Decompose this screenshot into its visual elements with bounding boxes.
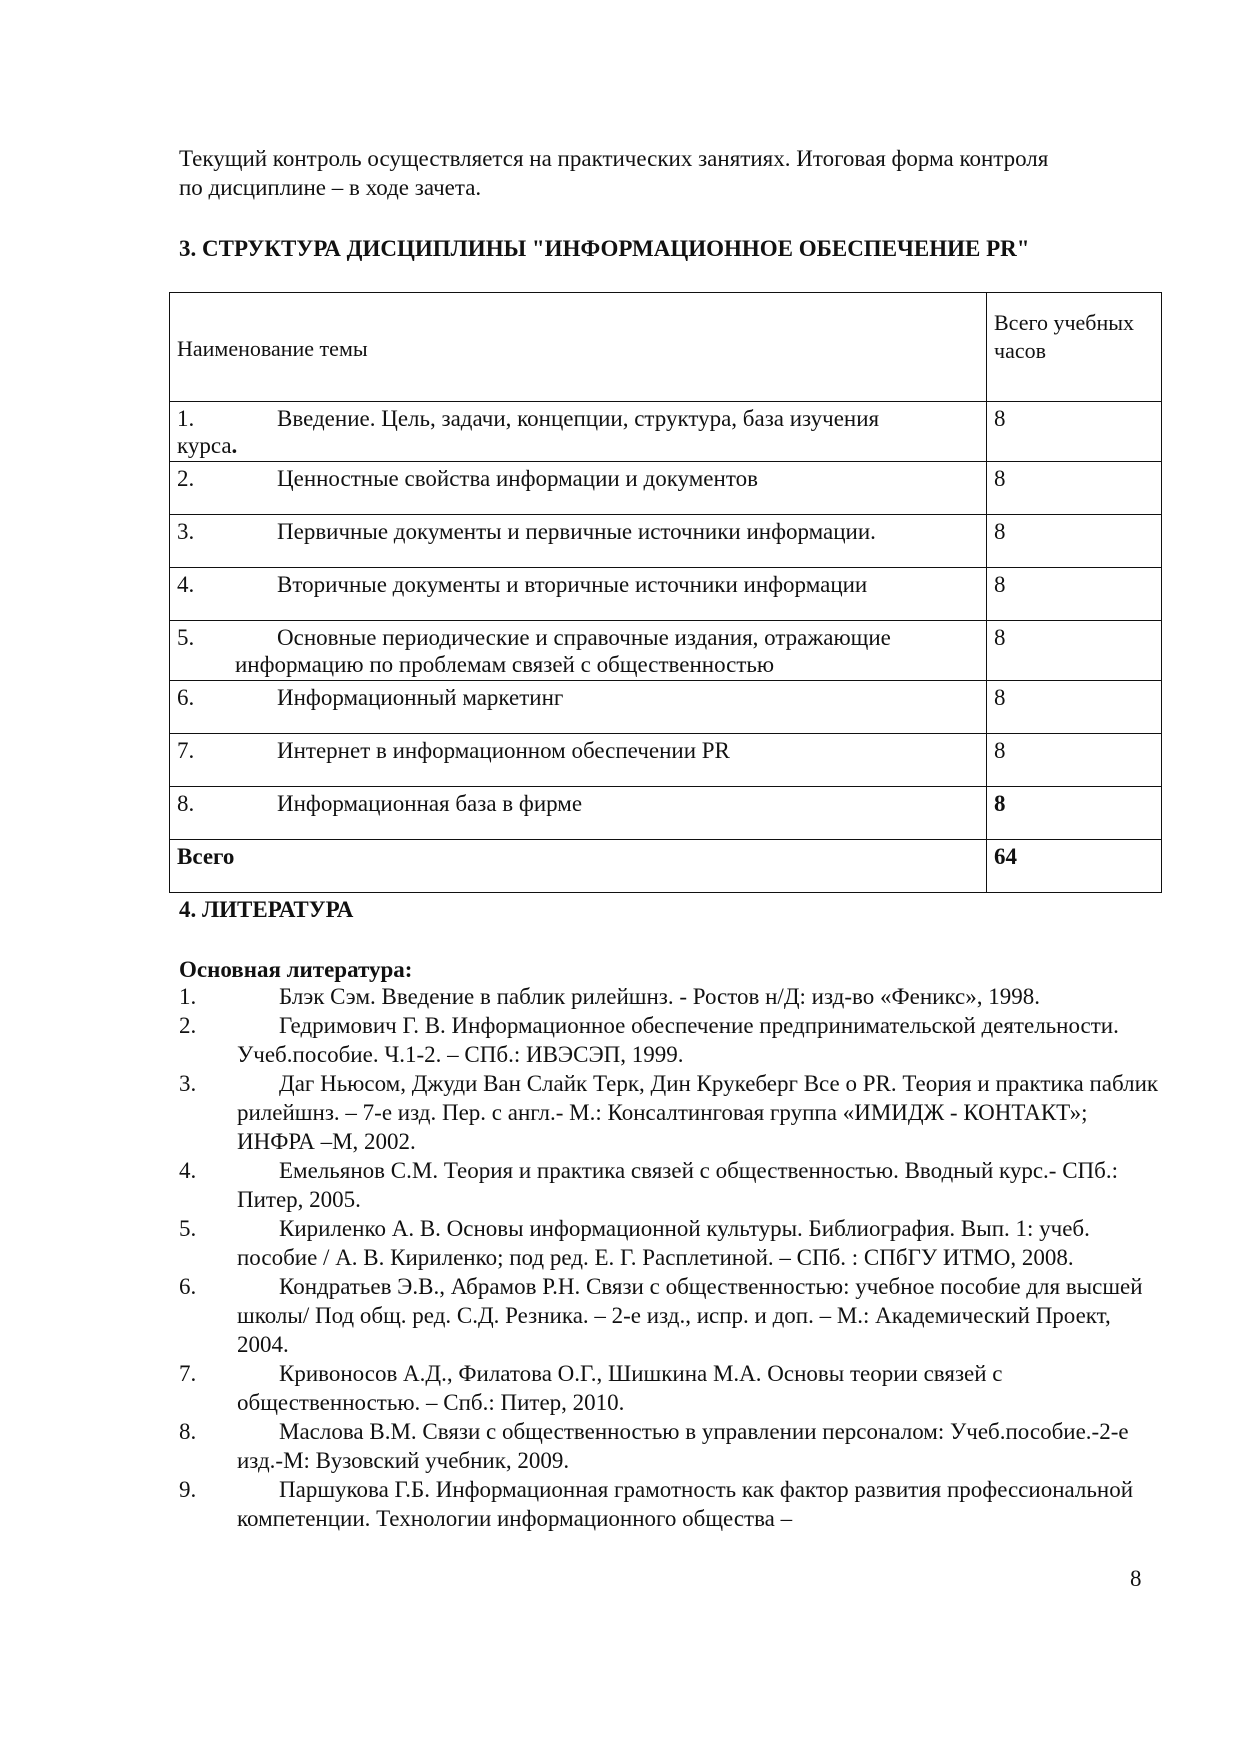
- literature-subtitle: Основная литература:: [179, 957, 413, 982]
- row-hours: 8: [987, 515, 1162, 568]
- row-hours: 8: [987, 462, 1162, 515]
- reference-number: 2.: [179, 1013, 197, 1038]
- row-topic: Ценностные свойства информации и документов: [277, 466, 758, 491]
- reference-number: 9.: [179, 1477, 197, 1502]
- row-topic: Основные периодические и справочные издания, отражающие: [277, 625, 891, 650]
- reference-text: Маслова В.М. Связи с общественностью в управлении персоналом: Учеб.пособие.-2-е изд.-М: Вузовский учебник, 2009.: [237, 1419, 1129, 1473]
- reference-item: [179, 1011, 1159, 1069]
- intro-paragraph: [179, 144, 1139, 202]
- reference-text: Паршукова Г.Б. Информационная грамотность как фактор развития профессиональной компетенции. Технологии информационного общества –: [237, 1477, 1133, 1531]
- reference-number: 8.: [179, 1419, 197, 1444]
- table-total-row: [170, 840, 1162, 893]
- total-label: Всего: [170, 840, 987, 893]
- table-header-row: [170, 293, 1162, 402]
- reference-item: [179, 982, 1159, 1011]
- row-number: 7.: [177, 738, 195, 763]
- header-topic: Наименование темы: [170, 293, 987, 402]
- discipline-structure-table: [169, 292, 1162, 893]
- row-number: 6.: [177, 685, 195, 710]
- row-number: 2.: [177, 466, 195, 491]
- reference-item: [179, 1359, 1159, 1417]
- reference-text: Блэк Сэм. Введение в паблик рилейшнз. - Ростов н/Д: изд-во «Феникс», 1998.: [279, 984, 1040, 1009]
- row-topic: Вторичные документы и вторичные источники информации: [277, 572, 868, 597]
- reference-text: Кириленко А. В. Основы информационной культуры. Библиография. Вып. 1: учеб. пособие / А. В. Кириленко; под ред. Е. Г. Расплетиной. – СПб. : СПбГУ ИТМО, 2008.: [237, 1216, 1090, 1270]
- section-4-title: 4. ЛИТЕРАТУРА: [179, 897, 354, 922]
- reference-item: [179, 1214, 1159, 1272]
- reference-item: [179, 1272, 1159, 1359]
- table-row: [170, 515, 1162, 568]
- reference-text: Гедримович Г. В. Информационное обеспечение предпринимательской деятельности. Учеб.пособие. Ч.1-2. – СПб.: ИВЭСЭП, 1999.: [237, 1013, 1119, 1067]
- row-number: 5.: [177, 625, 195, 650]
- reference-item: [179, 1069, 1159, 1156]
- reference-number: 5.: [179, 1216, 197, 1241]
- intro-line-1: Текущий контроль осуществляется на практических занятиях. Итоговая форма контроля: [179, 146, 1049, 171]
- page-number: 8: [1130, 1566, 1142, 1591]
- row-topic-continued: информацию по проблемам связей с общественностью: [235, 652, 775, 677]
- table-row: [170, 734, 1162, 787]
- row-number: 1.: [177, 406, 195, 431]
- reference-text: Емельянов С.М. Теория и практика связей с общественностью. Вводный курс.- СПб.: Питер, 2005.: [237, 1158, 1119, 1212]
- reference-text: Даг Ньюсом, Джуди Ван Слайк Терк, Дин Крукеберг Все о PR. Теория и практика паблик рилейшнз. – 7-е изд. Пер. с англ.- М.: Консалтинговая группа «ИМИДЖ - КОНТАКТ»; ИНФРА –М, 2002.: [237, 1071, 1159, 1154]
- intro-line-2: по дисциплине – в ходе зачета.: [179, 175, 482, 200]
- row-topic-suffix: .: [231, 433, 238, 458]
- table-row: [170, 462, 1162, 515]
- reference-number: 3.: [179, 1071, 197, 1096]
- reference-item: [179, 1475, 1159, 1533]
- table-row: [170, 402, 1162, 462]
- reference-number: 4.: [179, 1158, 197, 1183]
- table-row: [170, 621, 1162, 681]
- header-hours: Всего учебных часов: [987, 293, 1162, 402]
- row-topic: Интернет в информационном обеспечении PR: [277, 738, 730, 763]
- reference-list: [179, 982, 1159, 1533]
- reference-number: 1.: [179, 984, 197, 1009]
- table-row: [170, 787, 1162, 840]
- reference-text: Кондратьев Э.В., Абрамов Р.Н. Связи с общественностью: учебное пособие для высшей школы/ Под общ. ред. С.Д. Резника. – 2-е изд., испр. и доп. – М.: Академический Проект, 2004.: [237, 1274, 1143, 1357]
- row-topic-continued: курса: [177, 433, 232, 458]
- reference-item: [179, 1156, 1159, 1214]
- row-hours: 8: [987, 621, 1162, 681]
- row-hours: 8: [987, 568, 1162, 621]
- total-value: 64: [987, 840, 1162, 893]
- table-row: [170, 568, 1162, 621]
- row-hours: 8: [987, 402, 1162, 462]
- row-number: 8.: [177, 791, 195, 816]
- row-topic: Введение. Цель, задачи, концепции, структура, база изучения: [277, 406, 880, 431]
- row-hours: 8: [987, 681, 1162, 734]
- row-number: 4.: [177, 572, 195, 597]
- reference-number: 6.: [179, 1274, 197, 1299]
- row-hours: 8: [987, 734, 1162, 787]
- row-topic: Первичные документы и первичные источники информации.: [277, 519, 876, 544]
- reference-item: [179, 1417, 1159, 1475]
- row-number: 3.: [177, 519, 195, 544]
- table-row: [170, 681, 1162, 734]
- section-3-title: 3. СТРУКТУРА ДИСЦИПЛИНЫ "ИНФОРМАЦИОННОЕ ОБЕСПЕЧЕНИЕ PR": [179, 236, 1030, 261]
- row-hours: 8: [987, 787, 1162, 840]
- reference-number: 7.: [179, 1361, 197, 1386]
- row-topic: Информационная база в фирме: [277, 791, 583, 816]
- reference-text: Кривоносов А.Д., Филатова О.Г., Шишкина М.А. Основы теории связей с общественностью. – Спб.: Питер, 2010.: [237, 1361, 1003, 1415]
- row-topic: Информационный маркетинг: [277, 685, 564, 710]
